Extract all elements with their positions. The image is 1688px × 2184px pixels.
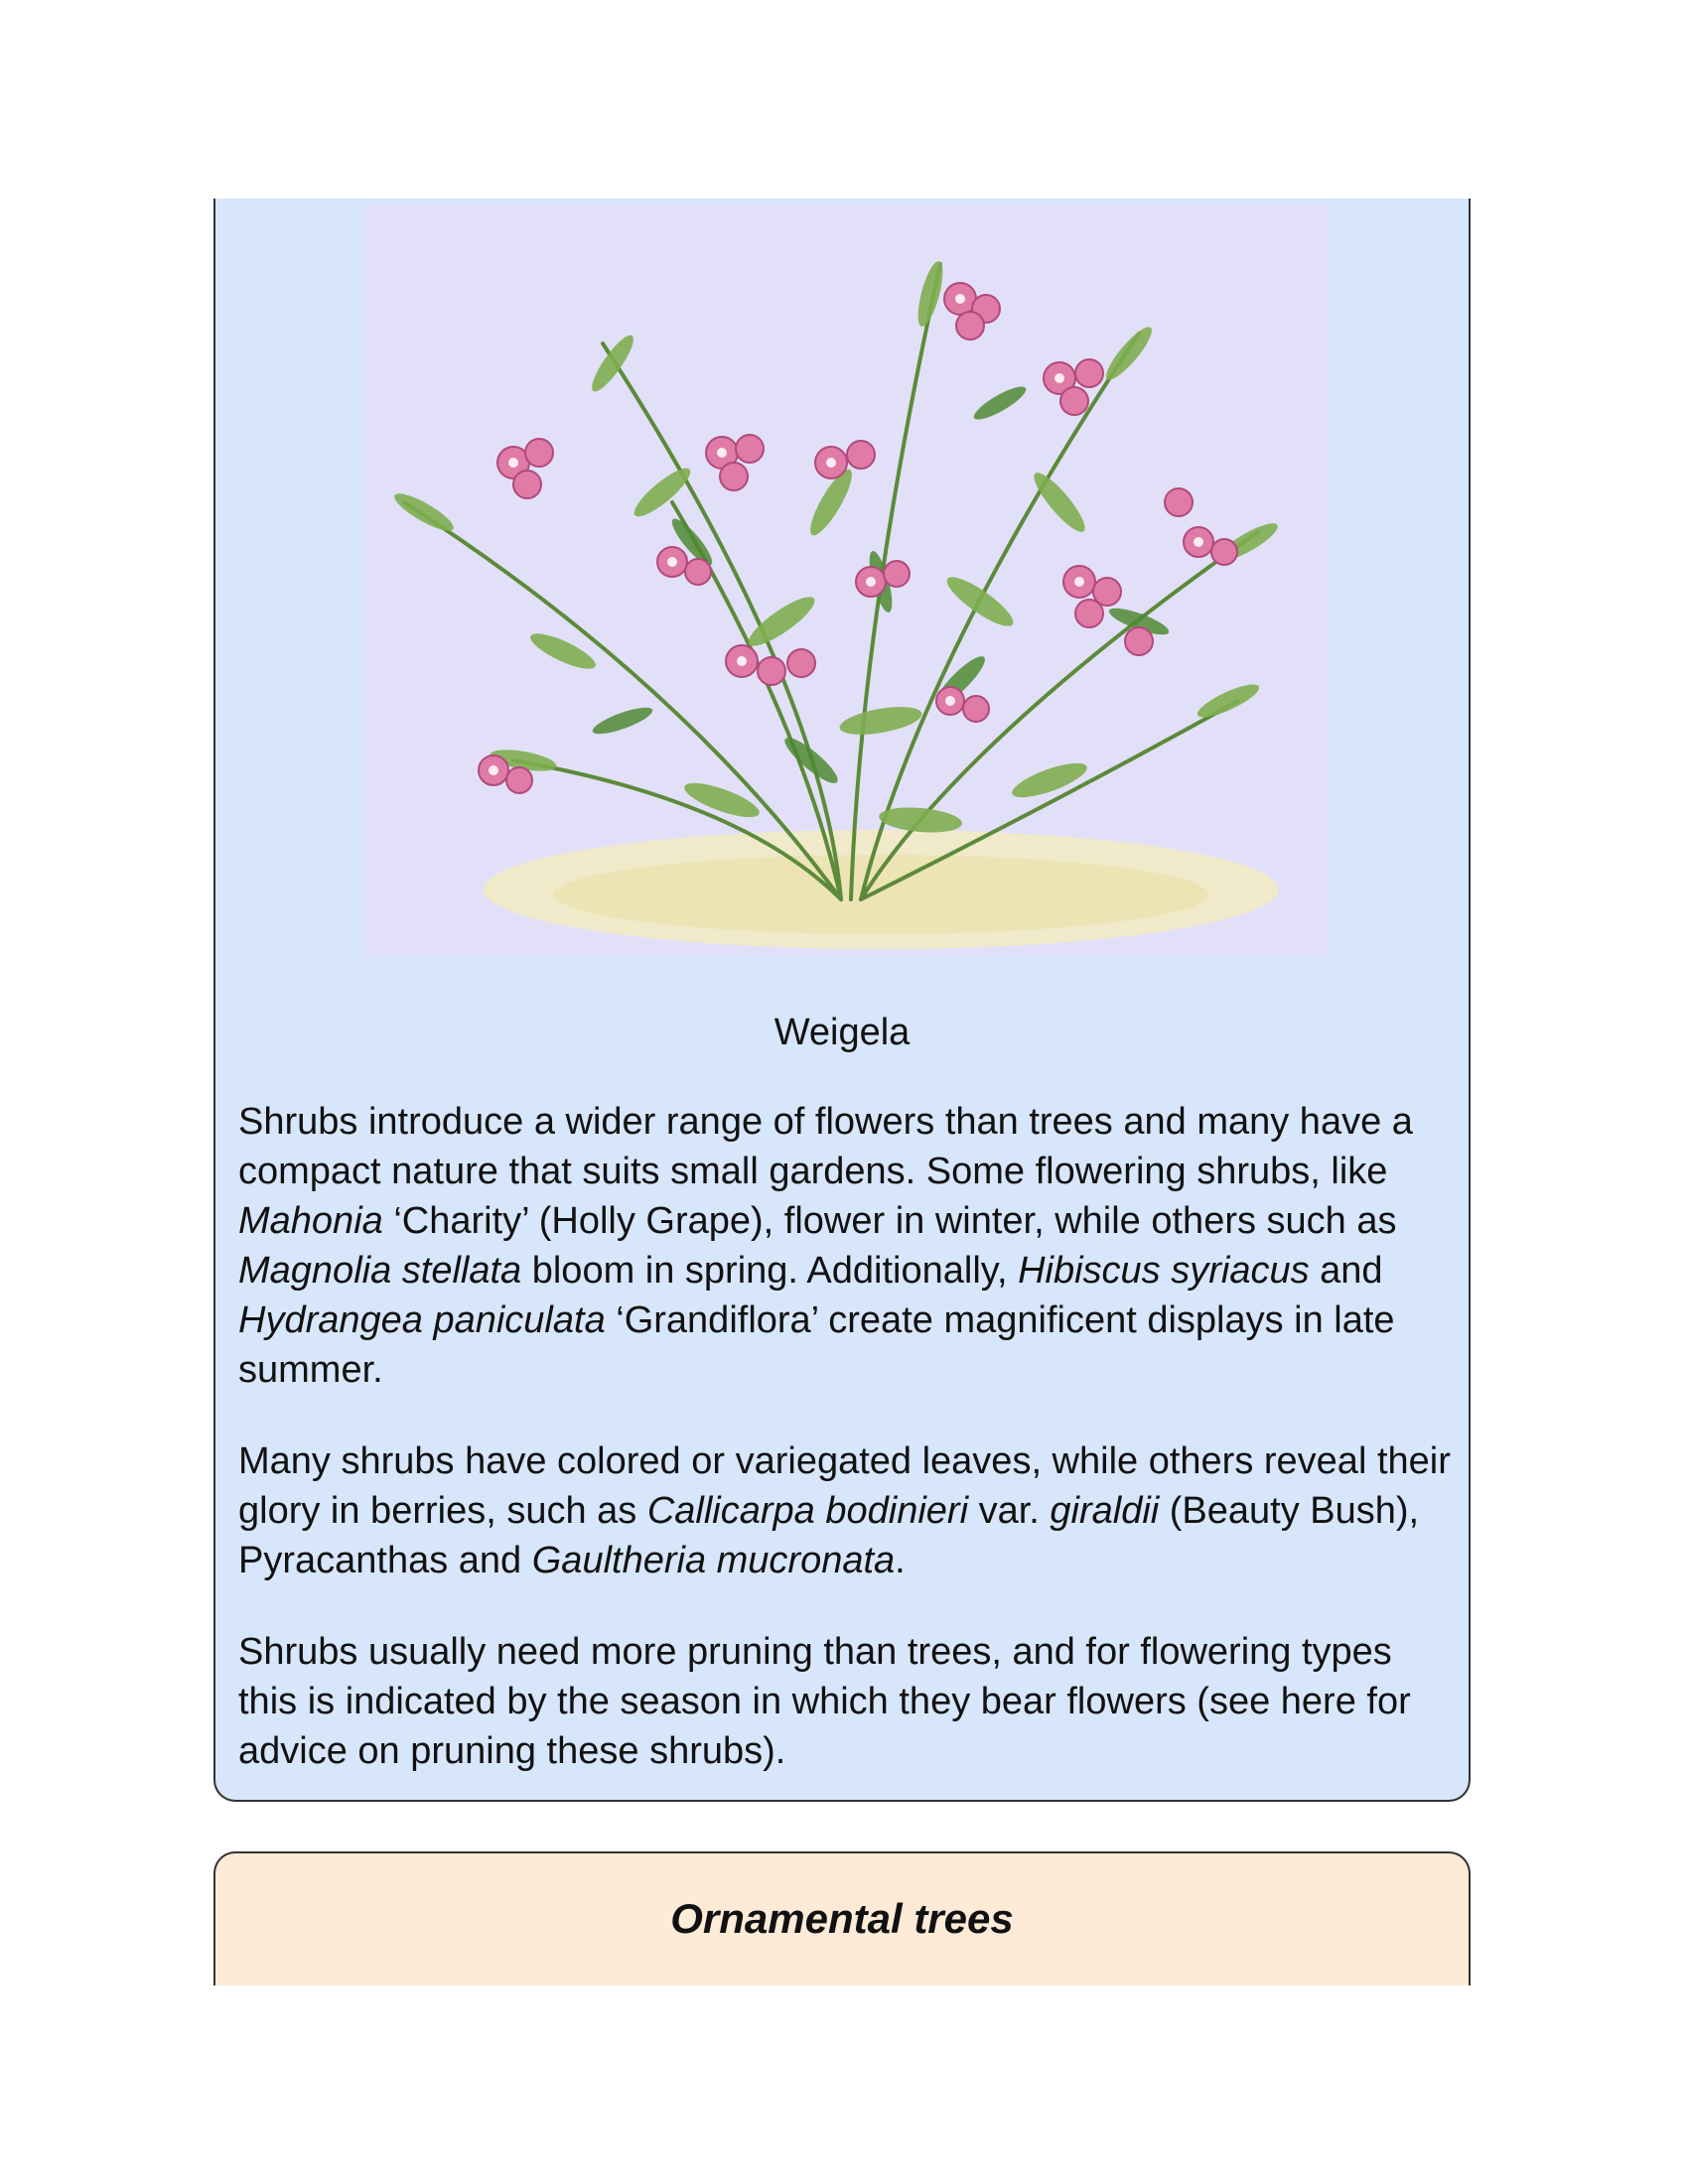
text-run: and	[1309, 1250, 1383, 1292]
text-run: (Beauty Bush), Pyracanthas and	[238, 1490, 1420, 1581]
species-name: Hydrangea paniculata	[238, 1299, 606, 1341]
paragraph-flowering-shrubs	[238, 1097, 1458, 1395]
species-name: Callicarpa bodinieri	[646, 1490, 969, 1532]
text-run: Shrubs introduce a wider range of flowers than trees and many have a compact nature that suits small gardens. Some flowering shrubs, like	[238, 1101, 1413, 1192]
species-name: Magnolia stellata	[238, 1250, 522, 1292]
paragraph-leaves-berries	[238, 1436, 1458, 1585]
text-run: ‘Grandiflora’ create magnificent displays in late summer.	[238, 1299, 1395, 1391]
section-title: Ornamental trees	[670, 1895, 1014, 1942]
text-run: Many shrubs have colored or variegated leaves, while others reveal their glory in berries, such as	[238, 1440, 1451, 1532]
species-name: Hibiscus syriacus	[1018, 1250, 1310, 1292]
illustration-caption: Weigela	[774, 1012, 911, 1053]
text-run: ‘Charity’ (Holly Grape), flower in winter, while others such as	[382, 1200, 1397, 1242]
species-name: Gaultheria mucronata	[531, 1540, 896, 1581]
text-run: bloom in spring. Additionally,	[521, 1250, 1019, 1292]
weigela-illustration	[364, 205, 1328, 957]
shrubs-panel	[213, 199, 1471, 1802]
text-run: var.	[968, 1490, 1051, 1532]
species-name: Mahonia	[238, 1200, 383, 1242]
shrubs-body-text	[238, 1097, 1458, 1818]
species-name: giraldii	[1050, 1490, 1160, 1532]
ornamental-trees-panel	[213, 1851, 1471, 1985]
text-run: .	[895, 1540, 906, 1581]
paragraph-pruning: Shrubs usually need more pruning than trees, and for flowering types this is indicated by the season in which they bear flowers (see here for advice on pruning these shrubs).	[238, 1631, 1411, 1772]
